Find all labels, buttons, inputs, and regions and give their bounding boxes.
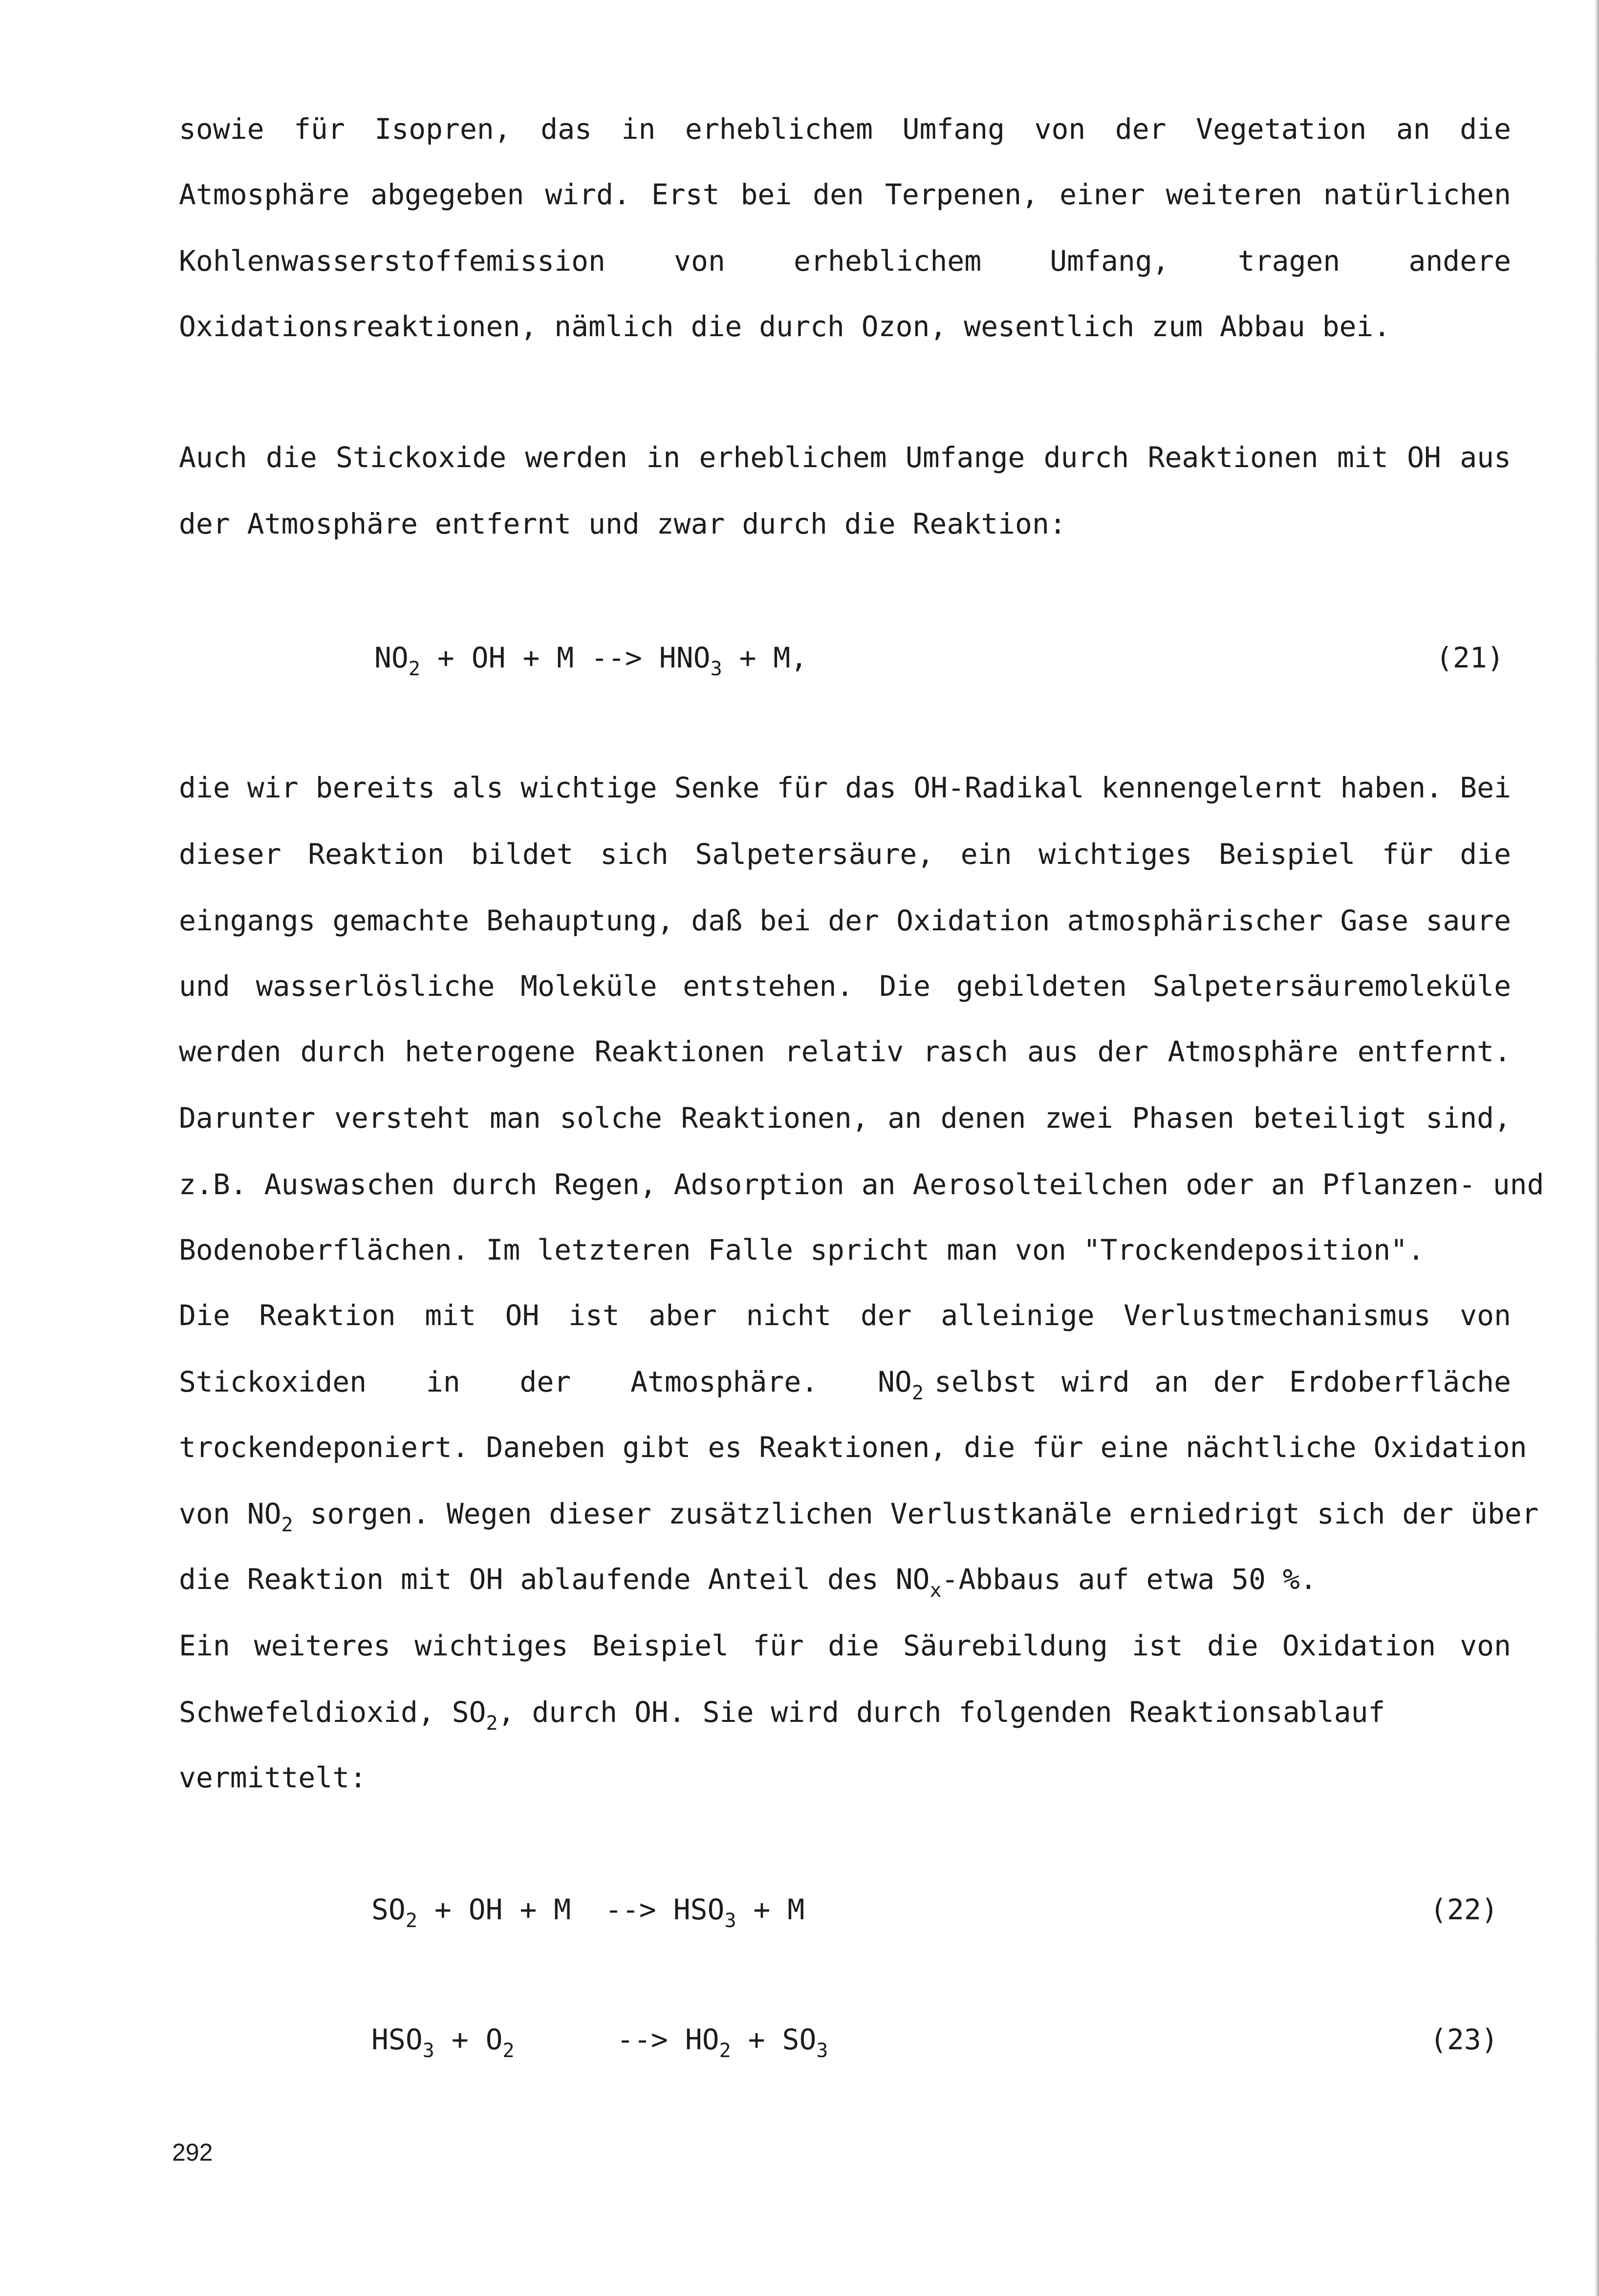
paragraph1-line1: sowie für Isopren, das in erheblichem Umfang von der Vegetation an die [179, 112, 1511, 146]
paragraph2-line2: der Atmosphäre entfernt und zwar durch die Reaktion: [179, 507, 1066, 540]
equation-21: $NO_2$ + OH + M --> $HNO_3 + M$, [374, 641, 808, 680]
scan-edge [1594, 0, 1599, 2296]
paragraph4-line2: Stickoxiden in der Atmosphäre. $NO_2$ selbst wird an der Erdoberfläche [179, 1365, 1511, 1404]
equation-22: $SO_2$ + OH + M --> $HSO_3 + M$ [371, 1893, 805, 1932]
equation-23-number: (23) [1430, 2023, 1498, 2056]
equation-22-number: (22) [1430, 1893, 1498, 1926]
paragraph1-line3: Kohlenwasserstoffemission von erheblichem Umfang, tragen andere [179, 244, 1511, 278]
paragraph4-line1: Die Reaktion mit OH ist aber nicht der alleinige Verlustmechanismus von [179, 1299, 1511, 1332]
paragraph2-line1: Auch die Stickoxide werden in erheblichem Umfange durch Reaktionen mit OH aus [179, 441, 1511, 474]
paragraph3-line3: eingangs gemachte Behauptung, daß bei der Oxidation atmosphärischer Gase saure [179, 904, 1511, 937]
paragraph3-line8: Bodenoberflächen. Im letzteren Falle spricht man von "Trockendeposition". [179, 1233, 1425, 1266]
paragraph5-line2: Schwefeldioxid, $SO_2$, durch OH. Sie wird durch folgenden Reaktionsablauf [179, 1695, 1385, 1735]
paragraph3-line6: Darunter versteht man solche Reaktionen, an denen zwei Phasen beteiligt sind, [179, 1101, 1511, 1135]
paragraph1-line2: Atmosphäre abgegeben wird. Erst bei den Terpenen, einer weiteren natürlichen [179, 178, 1511, 211]
paragraph5-line3: vermittelt: [179, 1761, 367, 1794]
paragraph3-line2: dieser Reaktion bildet sich Salpetersäure, ein wichtiges Beispiel für die [179, 837, 1511, 871]
paragraph1-line4: Oxidationsreaktionen, nämlich die durch Ozon, wesentlich zum Abbau bei. [179, 310, 1391, 343]
paragraph3-line5: werden durch heterogene Reaktionen relativ rasch aus der Atmosphäre entfernt. [179, 1035, 1511, 1068]
paragraph4-line4: von $NO_2$ sorgen. Wegen dieser zusätzlichen Verlustkanäle erniedrigt sich der über [179, 1497, 1539, 1536]
page-number: 292 [172, 2139, 213, 2166]
paragraph3-line4: und wasserlösliche Moleküle entstehen. Die gebildeten Salpetersäuremoleküle [179, 969, 1511, 1003]
paragraph4-line5: die Reaktion mit OH ablaufende Anteil des $NO_x$-Abbaus auf etwa 50 %. [179, 1563, 1317, 1602]
paragraph4-line3: trockendeponiert. Daneben gibt es Reaktionen, die für eine nächtliche Oxidation [179, 1431, 1527, 1464]
equation-23: $HSO_3 + O_2$ --> $HO_2 + SO_3$ [371, 2023, 828, 2062]
paragraph3-line1: die wir bereits als wichtige Senke für das OH-Radikal kennengelernt haben. Bei [179, 771, 1511, 804]
paragraph5-line1: Ein weiteres wichtiges Beispiel für die Säurebildung ist die Oxidation von [179, 1629, 1511, 1662]
paragraph3-line7: z.B. Auswaschen durch Regen, Adsorption an Aerosolteilchen oder an Pflanzen- und [179, 1168, 1544, 1201]
equation-21-number: (21) [1436, 641, 1504, 674]
